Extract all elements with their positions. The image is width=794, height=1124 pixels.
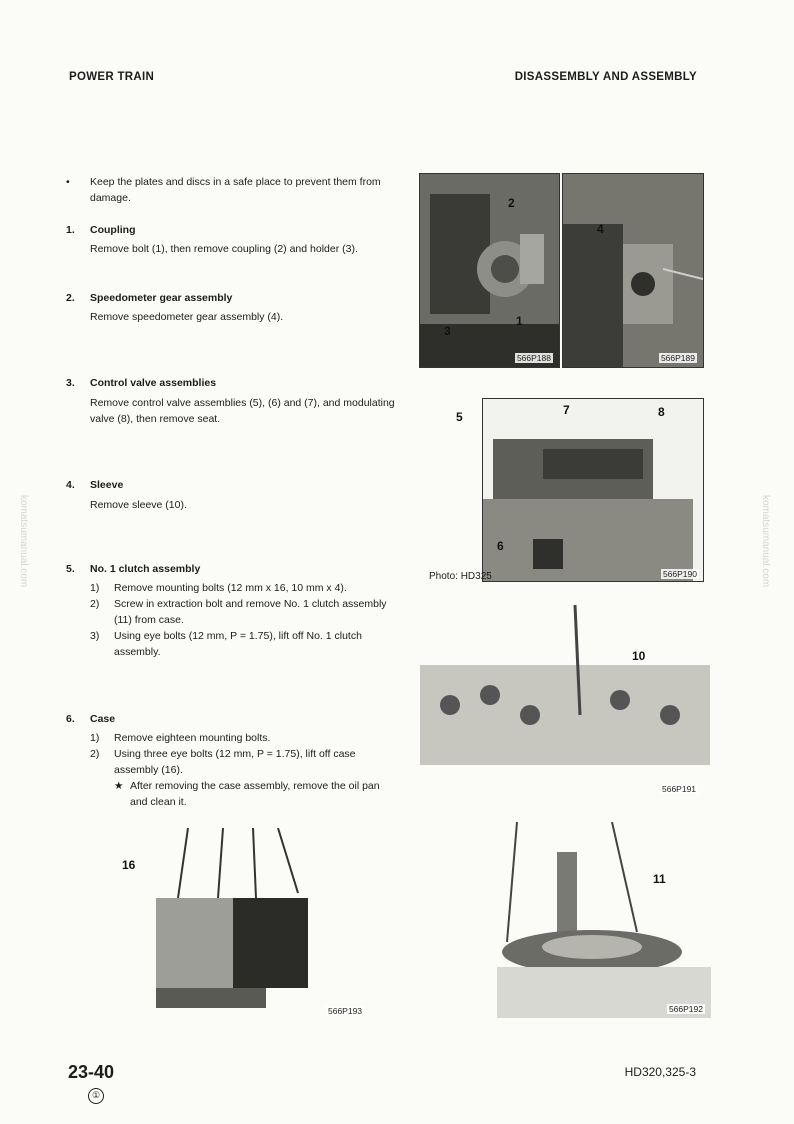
photo-coupling: 2 1 3 566P188 xyxy=(419,173,560,368)
section-header: POWER TRAIN xyxy=(69,71,155,83)
photo-id: 566P190 xyxy=(662,569,697,579)
caution-note: ★ After removing the case assembly, remove the oil pan and clean it. xyxy=(114,780,380,808)
photo-id: 566P193 xyxy=(328,1006,363,1016)
info-icon: ① xyxy=(88,1088,104,1104)
step-number: 4. xyxy=(66,479,75,491)
chapter-header: DISASSEMBLY AND ASSEMBLY xyxy=(514,71,697,83)
photo-sleeve: 10 xyxy=(420,605,710,775)
substep: 1) Remove mounting bolts (12 mm x 16, 10 mm x 4). xyxy=(90,582,347,594)
photo-case xyxy=(148,828,314,1014)
step-title: Speedometer gear assembly xyxy=(90,292,233,304)
step-number: 2. xyxy=(66,292,75,304)
model-number: HD320,325-3 xyxy=(624,1065,696,1079)
photo-id: 566P189 xyxy=(660,353,695,363)
intro-text: Keep the plates and discs in a safe place to prevent them from damage. xyxy=(90,176,381,204)
bullet: • xyxy=(66,176,70,188)
substep: 3) Using eye bolts (12 mm, P = 1.75), lift off No. 1 clutch assembly. xyxy=(90,630,362,658)
intro-note xyxy=(66,174,396,206)
watermark-left: komatsumanual.com xyxy=(18,495,29,588)
step-title: Case xyxy=(90,713,116,725)
photo-id: 566P188 xyxy=(516,353,551,363)
page-number: 23-40 xyxy=(68,1062,115,1082)
star-icon: ★ xyxy=(114,780,124,792)
substep: 2) Using three eye bolts (12 mm, P = 1.75), lift off case assembly (16). xyxy=(90,748,356,776)
step-4 xyxy=(66,477,396,513)
step-6 xyxy=(66,711,400,810)
step-number: 5. xyxy=(66,563,75,575)
step-body: Remove sleeve (10). xyxy=(90,499,187,511)
step-body: Remove speedometer gear assembly (4). xyxy=(90,311,284,323)
step-number: 3. xyxy=(66,377,75,389)
step-body: Remove bolt (1), then remove coupling (2) and holder (3). xyxy=(90,243,358,255)
watermark-right: komatsumanual.com xyxy=(760,495,771,588)
step-title: No. 1 clutch assembly xyxy=(90,563,201,575)
step-3 xyxy=(66,375,396,427)
step-body: Remove control valve assemblies (5), (6) and (7), and modulating valve (8), then remove seat. xyxy=(90,397,395,425)
step-title: Sleeve xyxy=(90,479,124,491)
step-2 xyxy=(66,290,396,325)
photo-id: 566P191 xyxy=(662,784,697,794)
photo-clutch: 11 566P192 xyxy=(497,822,711,1018)
substep: 1) Remove eighteen mounting bolts. xyxy=(90,732,271,744)
step-5 xyxy=(66,561,400,660)
callout-5: 5 xyxy=(456,410,463,424)
step-title: Coupling xyxy=(90,224,136,236)
substep: 2) Screw in extraction bolt and remove No. 1 clutch assembly (11) from case. xyxy=(90,598,387,626)
photo-speedometer: 4 566P189 xyxy=(562,173,704,368)
photo-caption: Photo: HD325 xyxy=(429,571,492,582)
photo-id: 566P192 xyxy=(668,1004,703,1014)
photo-control-valves: 7 8 6 566P190 xyxy=(482,398,704,582)
step-1 xyxy=(66,222,396,257)
callout-16: 16 xyxy=(122,858,136,872)
step-number: 6. xyxy=(66,713,75,725)
step-title: Control valve assemblies xyxy=(90,377,217,389)
step-number: 1. xyxy=(66,224,75,236)
